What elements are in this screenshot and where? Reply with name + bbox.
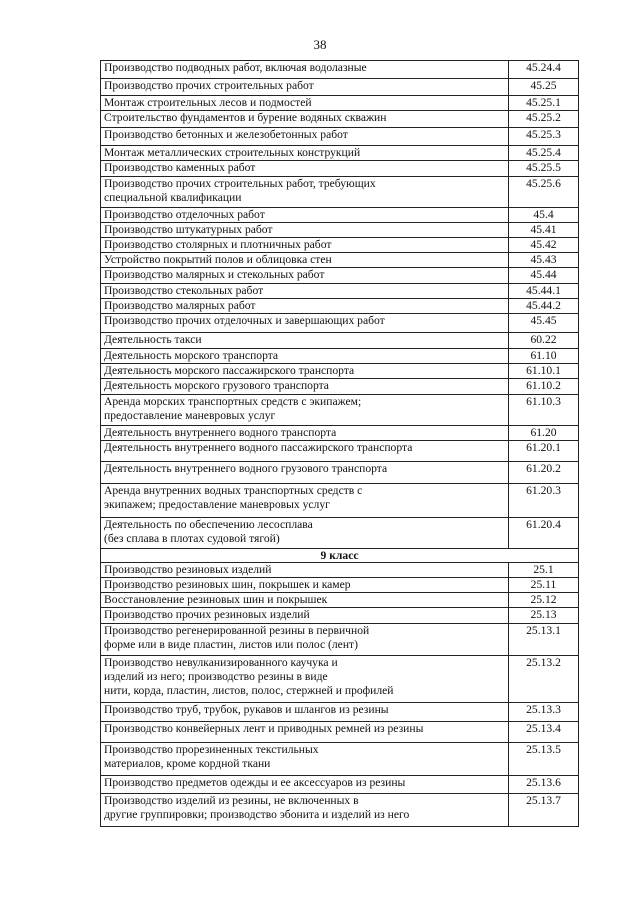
table-row xyxy=(101,775,579,793)
activity-name: Производство прочих строительных работ xyxy=(101,79,509,96)
activity-name: Производство штукатурных работ xyxy=(101,222,509,237)
activity-code: 61.10.3 xyxy=(509,394,579,425)
table-row xyxy=(101,333,579,349)
activity-name: Производство бетонных и железобетонных работ xyxy=(101,128,509,146)
activity-code: 25.13.4 xyxy=(509,721,579,742)
activity-code: 61.20.1 xyxy=(509,440,579,461)
activity-name: Монтаж металлических строительных конструкций xyxy=(101,146,509,161)
section-heading: 9 класс xyxy=(101,548,579,562)
table-row xyxy=(101,655,579,702)
activity-name: Деятельность морского транспорта xyxy=(101,349,509,364)
activity-name: Производство стекольных работ xyxy=(101,283,509,298)
table-row xyxy=(101,222,579,237)
activity-code: 45.25.3 xyxy=(509,128,579,146)
table-row xyxy=(101,79,579,96)
activity-code: 45.43 xyxy=(509,253,579,268)
activity-name: Производство невулканизированного каучука и изделий из него; производство резины в виде нити, корда, пластин, листов, полос, стержней и профилей xyxy=(101,655,509,702)
activity-code: 45.25.6 xyxy=(509,176,579,207)
activity-code: 61.20.2 xyxy=(509,461,579,483)
activity-name: Производство резиновых изделий xyxy=(101,562,509,577)
table-body xyxy=(101,61,579,827)
activity-code: 45.25.2 xyxy=(509,111,579,128)
table-row xyxy=(101,425,579,440)
activity-name: Деятельность внутреннего водного транспорта xyxy=(101,425,509,440)
table-row xyxy=(101,298,579,313)
activity-name: Деятельность такси xyxy=(101,333,509,349)
activity-code: 25.13.5 xyxy=(509,742,579,775)
table-row xyxy=(101,364,579,379)
activity-name: Производство малярных и стекольных работ xyxy=(101,268,509,283)
table-row xyxy=(101,379,579,394)
activity-name: Производство прорезиненных текстильных материалов, кроме кордной ткани xyxy=(101,742,509,775)
table-row xyxy=(101,578,579,593)
activity-name: Производство резиновых шин, покрышек и камер xyxy=(101,578,509,593)
activity-code: 61.20.3 xyxy=(509,483,579,517)
activity-code: 45.44 xyxy=(509,268,579,283)
activity-name: Монтаж строительных лесов и подмостей xyxy=(101,96,509,111)
activity-code: 45.25 xyxy=(509,79,579,96)
activity-name: Производство прочих резиновых изделий xyxy=(101,608,509,623)
activity-codes-table xyxy=(100,60,579,827)
activity-code: 25.13.7 xyxy=(509,793,579,826)
activity-code: 61.20 xyxy=(509,425,579,440)
table-row xyxy=(101,268,579,283)
table-row xyxy=(101,128,579,146)
activity-name: Восстановление резиновых шин и покрышек xyxy=(101,593,509,608)
activity-name: Аренда внутренних водных транспортных средств с экипажем; предоставление маневровых услуг xyxy=(101,483,509,517)
activity-name: Производство конвейерных лент и приводных ремней из резины xyxy=(101,721,509,742)
activity-code: 45.25.4 xyxy=(509,146,579,161)
activity-name: Деятельность морского грузового транспорта xyxy=(101,379,509,394)
activity-code: 25.13.3 xyxy=(509,702,579,721)
activity-name: Производство малярных работ xyxy=(101,298,509,313)
activity-code: 45.24.4 xyxy=(509,61,579,79)
table-row xyxy=(101,742,579,775)
table-row xyxy=(101,562,579,577)
activity-code: 45.42 xyxy=(509,238,579,253)
activity-code: 25.13.2 xyxy=(509,655,579,702)
activity-code: 25.13 xyxy=(509,608,579,623)
table-row xyxy=(101,146,579,161)
activity-name: Производство регенерированной резины в первичной форме или в виде пластин, листов или полос (лент) xyxy=(101,623,509,655)
activity-code: 45.25.1 xyxy=(509,96,579,111)
activity-code: 45.44.2 xyxy=(509,298,579,313)
activity-name: Производство изделий из резины, не включенных в другие группировки; производство эбонита и изделий из него xyxy=(101,793,509,826)
activity-code: 25.1 xyxy=(509,562,579,577)
page-number: 38 xyxy=(313,37,327,52)
table-row xyxy=(101,702,579,721)
table-row xyxy=(101,314,579,333)
activity-name: Деятельность внутреннего водного грузового транспорта xyxy=(101,461,509,483)
table-row xyxy=(101,721,579,742)
table-row xyxy=(101,161,579,176)
activity-name: Устройство покрытий полов и облицовка стен xyxy=(101,253,509,268)
activity-name: Производство отделочных работ xyxy=(101,207,509,222)
activity-code: 25.13.6 xyxy=(509,775,579,793)
table-row xyxy=(101,61,579,79)
activity-code: 25.13.1 xyxy=(509,623,579,655)
activity-name: Деятельность морского пассажирского транспорта xyxy=(101,364,509,379)
table-row xyxy=(101,483,579,517)
table-row xyxy=(101,608,579,623)
activity-name: Производство каменных работ xyxy=(101,161,509,176)
table-row xyxy=(101,96,579,111)
table-row xyxy=(101,176,579,207)
activity-name: Производство прочих строительных работ, требующих специальной квалификации xyxy=(101,176,509,207)
table-row xyxy=(101,593,579,608)
activity-code: 45.4 xyxy=(509,207,579,222)
activity-name: Производство столярных и плотничных работ xyxy=(101,238,509,253)
table-row xyxy=(101,349,579,364)
activity-code: 45.45 xyxy=(509,314,579,333)
table-row xyxy=(101,207,579,222)
activity-code: 61.10.2 xyxy=(509,379,579,394)
table-row xyxy=(101,253,579,268)
table-row xyxy=(101,793,579,826)
activity-code: 45.41 xyxy=(509,222,579,237)
activity-name: Строительство фундаментов и бурение водяных скважин xyxy=(101,111,509,128)
table-row xyxy=(101,394,579,425)
table-row xyxy=(101,111,579,128)
table-row xyxy=(101,517,579,548)
activity-code: 61.10 xyxy=(509,349,579,364)
activity-name: Производство предметов одежды и ее аксессуаров из резины xyxy=(101,775,509,793)
table-row xyxy=(101,623,579,655)
activity-name: Деятельность внутреннего водного пассажирского транспорта xyxy=(101,440,509,461)
activity-name: Аренда морских транспортных средств с экипажем; предоставление маневровых услуг xyxy=(101,394,509,425)
activity-name: Производство труб, трубок, рукавов и шлангов из резины xyxy=(101,702,509,721)
activity-code: 45.25.5 xyxy=(509,161,579,176)
activity-code: 45.44.1 xyxy=(509,283,579,298)
section-row xyxy=(101,548,579,562)
activity-code: 60.22 xyxy=(509,333,579,349)
table-row xyxy=(101,238,579,253)
activity-name: Производство подводных работ, включая водолазные xyxy=(101,61,509,79)
activity-code: 25.12 xyxy=(509,593,579,608)
table-row xyxy=(101,283,579,298)
activity-name: Деятельность по обеспечению лесосплава (без сплава в плотах судовой тягой) xyxy=(101,517,509,548)
table-row xyxy=(101,461,579,483)
table-row xyxy=(101,440,579,461)
activity-code: 61.20.4 xyxy=(509,517,579,548)
activity-code: 25.11 xyxy=(509,578,579,593)
activity-code: 61.10.1 xyxy=(509,364,579,379)
activity-name: Производство прочих отделочных и завершающих работ xyxy=(101,314,509,333)
